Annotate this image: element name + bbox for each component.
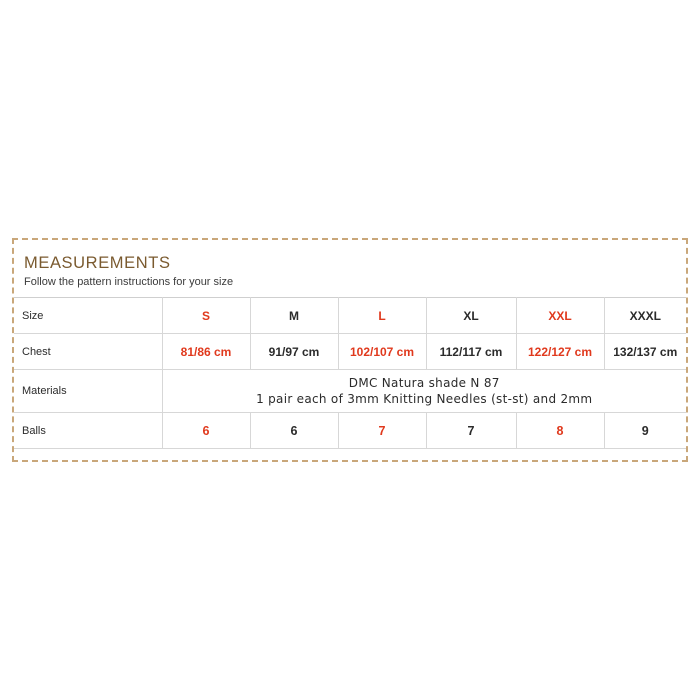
chest-cell-xl: 112/117 cm — [426, 334, 516, 370]
size-cell-m: M — [250, 298, 338, 334]
row-label-materials: Materials — [14, 370, 162, 413]
row-label-chest: Chest — [14, 334, 162, 370]
table-row-balls — [14, 413, 686, 449]
balls-cell-l: 7 — [338, 413, 426, 449]
chest-cell-xxl: 122/127 cm — [516, 334, 604, 370]
materials-cell — [162, 370, 686, 413]
materials-line-yarn: DMC Natura shade N 87 — [348, 376, 500, 390]
balls-cell-m: 6 — [250, 413, 338, 449]
balls-cell-s: 6 — [162, 413, 250, 449]
balls-cell-xxxl: 9 — [604, 413, 686, 449]
size-cell-l: L — [338, 298, 426, 334]
measurements-table — [14, 297, 686, 449]
chest-cell-xxxl: 132/137 cm — [604, 334, 686, 370]
chest-cell-m: 91/97 cm — [250, 334, 338, 370]
section-subtitle: Follow the pattern instructions for your size — [24, 276, 234, 288]
size-cell-xxxl: XXXL — [604, 298, 686, 334]
table-row-materials — [14, 370, 686, 413]
size-cell-xl: XL — [426, 298, 516, 334]
row-label-size: Size — [14, 298, 162, 334]
chest-cell-s: 81/86 cm — [162, 334, 250, 370]
balls-cell-xxl: 8 — [516, 413, 604, 449]
section-title: MEASUREMENTS — [24, 254, 171, 272]
measurements-card — [12, 238, 688, 462]
chest-cell-l: 102/107 cm — [338, 334, 426, 370]
balls-cell-xl: 7 — [426, 413, 516, 449]
size-cell-xxl: XXL — [516, 298, 604, 334]
materials-line-needles: 1 pair each of 3mm Knitting Needles (st-st) and 2mm — [256, 392, 593, 406]
row-label-balls: Balls — [14, 413, 162, 449]
table-row-size — [14, 298, 686, 334]
table-row-chest — [14, 334, 686, 370]
size-cell-s: S — [162, 298, 250, 334]
